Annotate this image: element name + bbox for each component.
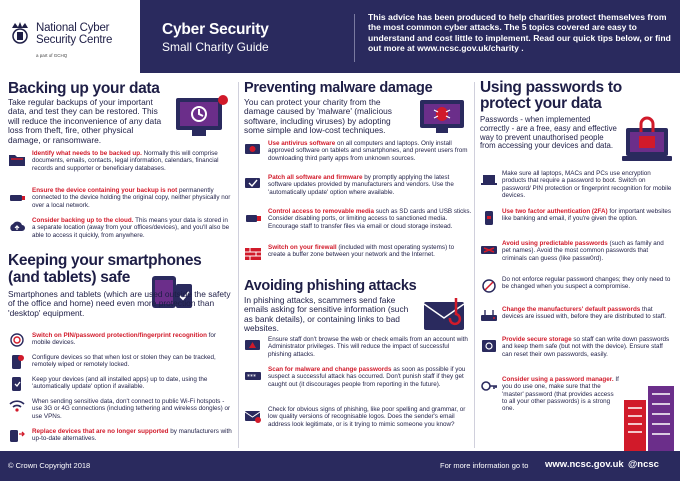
- org-subline: a part of GCHQ: [36, 53, 68, 58]
- phones-tip-3: Keep your devices (and all installed apps) up to date, using the 'automatically update' option if available.: [32, 376, 208, 391]
- tip-highlight: Control access to removable media: [268, 208, 375, 215]
- tip-body: so staff can write down passwords and keep them safe (but not with the device). Ensure staff can reset their own passwords, easily.: [502, 336, 670, 358]
- tip-highlight: Replace devices that are no longer supported: [32, 428, 169, 435]
- tip-body: that devices are issued with, before they are distributed to staff.: [502, 306, 667, 321]
- malware-lead: You can protect your charity from the damage caused by 'malware' (malicious software, including viruses) by adopting some simple and low-cost techniques.: [244, 97, 392, 136]
- tip-highlight: Use antivirus software: [268, 140, 336, 147]
- predictable-password-icon: [480, 242, 498, 258]
- passwords-title-line1: Using passwords to: [480, 79, 622, 96]
- tip-highlight: Avoid using predictable passwords: [502, 240, 608, 247]
- tip-body: for mobile devices.: [32, 332, 217, 347]
- tip-highlight: Change the manufacturers' default passwords: [502, 306, 641, 313]
- phones-title-line2: (and tablets) safe: [8, 269, 131, 286]
- org-name: [36, 22, 112, 46]
- antivirus-icon: [244, 142, 262, 158]
- passwords-tip-3: [502, 240, 674, 262]
- router-icon: [480, 308, 498, 324]
- password-change-icon: [244, 368, 262, 384]
- phones-lead: Smartphones and tablets (which are used outside the safety of the office and home) need even more protection than 'desktop' equipment.: [8, 289, 231, 318]
- phones-title-line1: Keeping your smartphones: [8, 252, 202, 269]
- passwords-tip-4: Do not enforce regular password changes; they only need to be changed when you suspect a compromise.: [502, 276, 671, 291]
- tip-body: (such as family and pet names). Avoid the most common passwords that criminals can guess (like passw0rd).: [502, 240, 664, 262]
- laptop-lock-icon: [620, 112, 674, 168]
- cloud-backup-icon: [8, 219, 26, 235]
- malware-tips: [244, 140, 472, 275]
- backup-tip-3: [32, 217, 232, 239]
- backup-tip-1: [32, 150, 232, 172]
- tip-body: permanently connected to the device holding the original copy, neither physically nor over a local network.: [32, 187, 231, 209]
- org-name-line1: National Cyber: [36, 22, 110, 34]
- tip-highlight: Use two factor authentication (2FA): [502, 208, 608, 215]
- phones-tip-4: When sending sensitive data, don't connect to public Wi-Fi hotspots - use 3G or 4G connections (including tethering and wireless dongles) or use VPNs.: [32, 398, 231, 420]
- tip-body: (included with most operating systems) to create a buffer zone between your network and the Internet.: [268, 244, 455, 259]
- city-buildings-illustration: [620, 380, 680, 451]
- usb-drive-icon: [8, 189, 26, 205]
- malware-title: Preventing malware damage: [244, 80, 433, 96]
- malware-bug-icon: [416, 96, 470, 136]
- column-divider: [474, 82, 475, 448]
- phishing-title: Avoiding phishing attacks: [244, 278, 417, 294]
- backup-tip-2: [32, 187, 232, 209]
- tip-highlight: Provide secure storage: [502, 336, 572, 343]
- locate-device-icon: [8, 354, 26, 370]
- admin-warning-icon: [244, 338, 262, 354]
- website-link[interactable]: www.ncsc.gov.uk: [545, 459, 624, 470]
- tip-body: on all computers and laptops. Only install approved software on tablets and smartphones, and prevent users from downloading third party apps from unknown sources.: [268, 140, 468, 162]
- tip-body: If you do use one, make sure that the 'master' password (that provides access to all your other passwords) is a strong one.: [502, 376, 619, 413]
- tip-highlight: Switch on PIN/password protection/fingerprint recognition: [32, 332, 207, 339]
- tip-body: as soon as possible if you suspect a successful attack has occurred. Don't punish staff if they get caught out (it discourages people from reporting in the future).: [268, 366, 466, 388]
- tip-highlight: Patch all software and firmware: [268, 174, 363, 181]
- tip-highlight: Switch on your firewall: [268, 244, 337, 251]
- malware-tip-4: [268, 244, 472, 259]
- crown-crest-icon: [8, 20, 32, 46]
- two-factor-icon: [480, 210, 498, 226]
- copyright: © Crown Copyright 2018: [8, 461, 91, 470]
- wifi-icon: [8, 398, 26, 414]
- secure-storage-icon: [480, 338, 498, 354]
- twitter-handle[interactable]: @ncsc: [628, 459, 659, 470]
- replace-device-icon: [8, 428, 26, 444]
- footer: [0, 451, 680, 481]
- tip-body: by manufacturers with up-to-date alternatives.: [32, 428, 232, 443]
- tip-highlight: Ensure the device containing your backup is not: [32, 187, 178, 194]
- passwords-title: [480, 80, 622, 112]
- tip-body: such as SD cards and USB sticks. Consider disabling ports, or limiting access to sanctioned media. Encourage staff to transfer files via email or cloud storage instead.: [268, 208, 472, 230]
- phones-tip-5: [32, 428, 232, 443]
- column-divider: [238, 82, 239, 448]
- tip-body: This means your data is stored in a separate location (away from your offices/devices), and you'll also be able to access it quickly, from anywhere.: [32, 217, 230, 239]
- tip-highlight: Consider backing up to the cloud.: [32, 217, 134, 224]
- tip-body: by promptly applying the latest software updates provided by manufacturers and vendors. Use the 'automatically update' option where available.: [268, 174, 454, 196]
- tip-highlight: Consider using a password manager.: [502, 376, 614, 383]
- passwords-tip-6: [502, 336, 674, 358]
- no-change-icon: [480, 278, 498, 294]
- logo-area: [0, 0, 140, 73]
- org-name-line2: Security Centre: [36, 34, 113, 46]
- email-check-icon: [244, 408, 262, 424]
- phishing-tip-1: Ensure staff don't browse the web or check emails from an account with Administrator privileges. This will reduce the impact of successful phishing attacks.: [268, 336, 468, 358]
- tip-highlight: Scan for malware and change passwords: [268, 366, 392, 373]
- passwords-tip-2: [502, 208, 674, 223]
- phishing-tips: [244, 336, 472, 450]
- phones-tip-1: [32, 332, 232, 347]
- passwords-tip-7: [502, 376, 620, 412]
- password-manager-icon: [480, 378, 498, 394]
- patch-icon: [244, 176, 262, 192]
- header-banner: [140, 0, 680, 73]
- malware-tip-1: [268, 140, 472, 162]
- passwords-tip-1: Make sure all laptops, MACs and PCs use encryption products that require a password to boot. Switch on password/ PIN protection or fingerprint recognition for mobile devices.: [502, 170, 672, 199]
- svg-text:***: ***: [247, 373, 256, 381]
- phones-tips: [8, 332, 233, 450]
- firewall-icon: [244, 246, 262, 262]
- phishing-hook-icon: [420, 296, 470, 336]
- phishing-lead: In phishing attacks, scammers send fake emails asking for sensitive information (such as bank details), or containing links to bad websites.: [244, 295, 409, 334]
- backup-tips: [8, 150, 233, 250]
- tip-body: for important websites like banking and email, if you're given the option.: [502, 208, 672, 223]
- phishing-tip-2: [268, 366, 472, 388]
- passwords-tip-5: [502, 306, 674, 321]
- folder-icon: [8, 152, 26, 168]
- backup-title: Backing up your data: [8, 80, 160, 97]
- fingerprint-icon: [8, 332, 26, 348]
- update-icon: [8, 376, 26, 392]
- monitor-cloud-icon: [174, 94, 230, 138]
- tip-body: Normally this will comprise documents, emails, contacts, legal information, calendars, financial records and supporter or beneficiary databases.: [32, 150, 219, 172]
- page-subtitle: Small Charity Guide: [162, 40, 269, 54]
- usb-media-icon: [244, 210, 262, 226]
- more-info-text: For more information go to: [440, 461, 529, 470]
- backup-lead: Take regular backups of your important data, and test they can be restored. This will reduce the inconvenience of any data loss from theft, fire, other physical damage, or ransomware.: [8, 97, 162, 145]
- phones-tip-2: Configure devices so that when lost or stolen they can be tracked, remotely wiped or remotely locked.: [32, 354, 216, 369]
- phishing-tip-3: Check for obvious signs of phishing, like poor spelling and grammar, or low quality versions of recognisable logos. Does the sender's email address look legitimate, or is it trying to mimic someone you know?: [268, 406, 466, 428]
- tip-highlight: Identify what needs to be backed up.: [32, 150, 142, 157]
- malware-tip-2: [268, 174, 472, 196]
- header-divider: [354, 14, 355, 62]
- intro-text: This advice has been produced to help charities protect themselves from the most common cyber attacks. The 5 topics covered are easy to understand and cost little to implement. Read our quick tips below, or find out more at www.ncsc.gov.uk/charity .: [368, 12, 671, 54]
- passwords-lead: Passwords - when implemented correctly - are a free, easy and effective way to prevent unauthorised people from accessing your devices and data.: [480, 115, 617, 151]
- malware-tip-3: [268, 208, 472, 230]
- page-title: Cyber Security: [162, 21, 269, 38]
- laptop-icon: [480, 172, 498, 188]
- passwords-title-line2: protect your data: [480, 95, 602, 112]
